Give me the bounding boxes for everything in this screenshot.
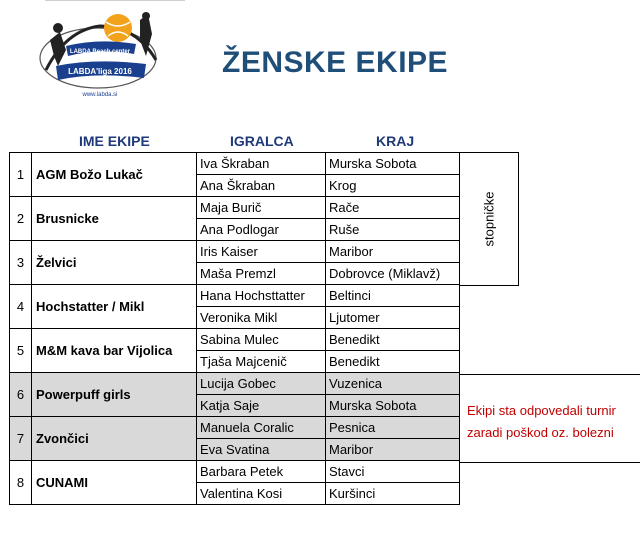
player-name: Veronika Mikl [196, 306, 326, 329]
header-player: IGRALCA [230, 133, 294, 149]
player-place: Krog [325, 174, 460, 197]
team-number: 5 [9, 328, 32, 373]
team-number: 6 [9, 372, 32, 417]
player-place: Vuzenica [325, 372, 460, 395]
team-number: 4 [9, 284, 32, 329]
player-name: Iris Kaiser [196, 240, 326, 263]
player-place: Murska Sobota [325, 394, 460, 417]
withdrawn-note-line: Ekipi sta odpovedali turnir [467, 403, 616, 418]
team-name: CUNAMI [31, 460, 197, 505]
player-name: Tjaša Majcenič [196, 350, 326, 373]
player-place: Benedikt [325, 350, 460, 373]
team-name: Zvončici [31, 416, 197, 461]
header-team: IME EKIPE [79, 133, 150, 149]
player-name: Manuela Coralic [196, 416, 326, 439]
page-title: ŽENSKE EKIPE [222, 46, 449, 79]
team-name: Brusnicke [31, 196, 197, 241]
svg-text:LABDA'liga 2016: LABDA'liga 2016 [68, 67, 132, 76]
team-number: 8 [9, 460, 32, 505]
player-place: Stavci [325, 460, 460, 483]
player-name: Ana Podlogar [196, 218, 326, 241]
player-place: Murska Sobota [325, 152, 460, 175]
podium-label: stopničke [481, 191, 496, 247]
player-name: Valentina Kosi [196, 482, 326, 505]
player-place: Rače [325, 196, 460, 219]
player-name: Katja Saje [196, 394, 326, 417]
svg-text:LABDA Beach center: LABDA Beach center [69, 49, 131, 55]
player-name: Eva Svatina [196, 438, 326, 461]
player-name: Sabina Mulec [196, 328, 326, 351]
player-place: Dobrovce (Miklavž) [325, 262, 460, 285]
withdrawn-note [467, 400, 616, 444]
team-name: Powerpuff girls [31, 372, 197, 417]
team-number: 3 [9, 240, 32, 285]
withdrawn-note-line: zaradi poškod oz. bolezni [467, 425, 614, 440]
team-name: M&M kava bar Vijolica [31, 328, 197, 373]
team-number: 2 [9, 196, 32, 241]
team-name: AGM Božo Lukač [31, 152, 197, 197]
player-place: Ruše [325, 218, 460, 241]
labda-logo [36, 10, 164, 102]
teams-table [9, 152, 460, 505]
player-place: Beltinci [325, 284, 460, 307]
podium-bracket [459, 152, 519, 286]
player-place: Kuršinci [325, 482, 460, 505]
svg-text:www.labda.si: www.labda.si [82, 92, 118, 98]
player-name: Barbara Petek [196, 460, 326, 483]
team-name: Želvici [31, 240, 197, 285]
player-name: Iva Škraban [196, 152, 326, 175]
player-name: Maša Premzl [196, 262, 326, 285]
player-name: Lucija Gobec [196, 372, 326, 395]
player-place: Maribor [325, 438, 460, 461]
top-divider [45, 0, 185, 1]
player-name: Maja Burič [196, 196, 326, 219]
header-place: KRAJ [376, 133, 415, 149]
team-name: Hochstatter / Mikl [31, 284, 197, 329]
player-name: Hana Hochsttatter [196, 284, 326, 307]
player-name: Ana Škraban [196, 174, 326, 197]
player-place: Benedikt [325, 328, 460, 351]
team-number: 7 [9, 416, 32, 461]
player-place: Maribor [325, 240, 460, 263]
player-place: Ljutomer [325, 306, 460, 329]
team-number: 1 [9, 152, 32, 197]
player-place: Pesnica [325, 416, 460, 439]
